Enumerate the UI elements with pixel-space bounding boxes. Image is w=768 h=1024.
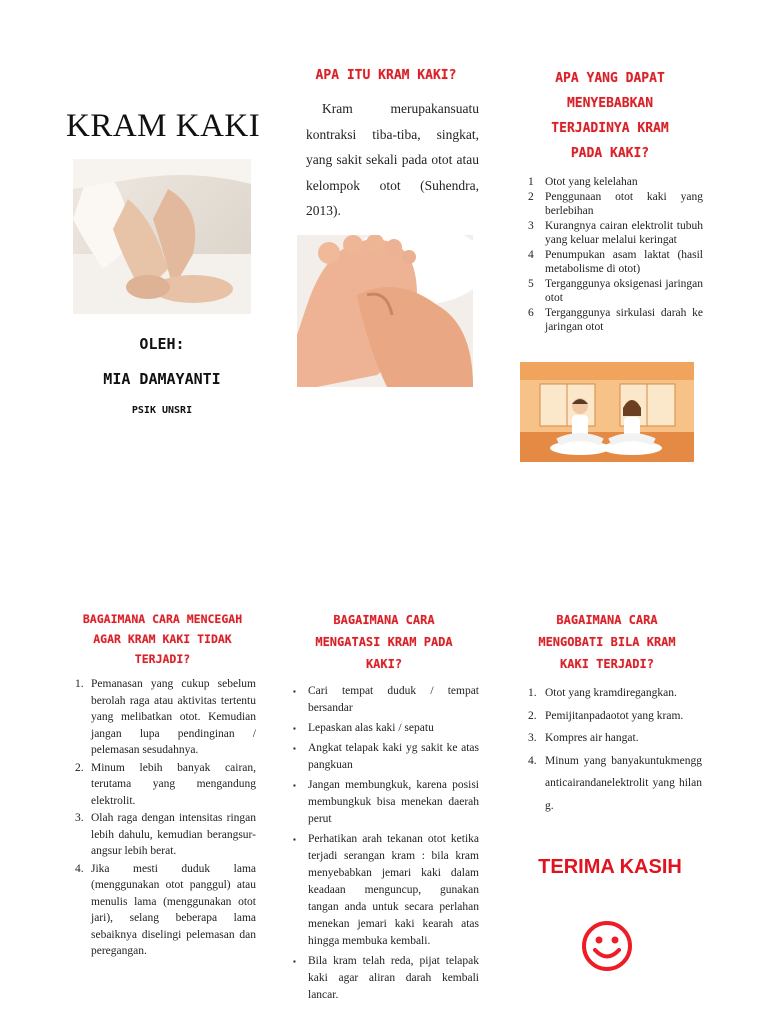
list-item: 4. Minum yang banyakuntukmengganticairandanelektrolit yang hilang.: [528, 754, 702, 812]
treat-heading: [508, 609, 706, 675]
prevent-heading-line: TERJADI?: [134, 652, 191, 666]
thank-you-text: TERIMA KASIH: [538, 856, 682, 878]
what-is-heading: APA ITU KRAM KAKI?: [315, 68, 457, 83]
list-item: 1 Otot yang kelelahan: [528, 176, 638, 188]
list-item: 3 Kurangnya cairan elektrolit tubuh yang keluar melalui keringat: [528, 219, 703, 246]
list-item: 1. Pemanasan yang cukup sebelum berolah raga atau aktivitas tertentu yang melibatkan otot. Kemudian jangan lupa pendinginan / pelemasan sesudahnya.: [75, 678, 256, 756]
author-name: MIA DAMAYANTI: [103, 370, 221, 388]
prevent-heading-line: AGAR KRAM KAKI TIDAK: [93, 632, 232, 646]
prevent-heading: [60, 609, 265, 669]
list-item: 1. Otot yang kramdiregangkan.: [528, 687, 677, 699]
treat-heading-line: BAGAIMANA CARA: [556, 613, 658, 627]
author-label: OLEH:: [139, 335, 185, 353]
prevent-heading-line: BAGAIMANA CARA MENCEGAH: [82, 612, 243, 626]
list-item: 4 Penumpukan asam laktat (hasil metabolisme di otot): [528, 248, 703, 275]
list-item: ▪ Lepaskan alas kaki / sepatu: [293, 722, 434, 734]
handle-heading-line: MENGATASI KRAM PADA: [315, 635, 453, 649]
list-item: 2. Minum lebih banyak cairan, terutama yang mengandung elektrolit.: [75, 761, 256, 807]
causes-heading: [510, 66, 710, 166]
list-item: 2 Penggunaan otot kaki yang berlebihan: [528, 190, 703, 217]
prevent-list: [75, 676, 256, 960]
causes-heading-line: MENYEBABKAN: [566, 96, 654, 111]
handle-heading: [285, 609, 483, 675]
list-item: ▪ Jangan membungkuk, karena posisi membungkuk bisa menekan daerah perut: [293, 779, 479, 825]
smiley-icon: [580, 919, 634, 973]
treat-heading-line: KAKI TERJADI?: [560, 657, 654, 671]
list-item: 2. Pemijitanpadaotot yang kram.: [528, 709, 684, 722]
list-item: ▪ Cari tempat duduk / tempat bersandar: [293, 685, 479, 714]
yoga-illustration: [520, 362, 694, 462]
what-is-body: Kram merupakansuatu kontraksi tiba-tiba, singkat, yang sakit sekali pada otot atau kelompok otot (Suhendra, 2013).: [306, 101, 479, 218]
list-item: 5 Terganggunya oksigenasi jaringan otot: [528, 277, 703, 304]
handle-list: [293, 683, 479, 1004]
cover-title: KRAM KAKI: [66, 108, 261, 144]
list-item: 3. Kompres air hangat.: [528, 732, 639, 744]
foot-massage-photo: [297, 235, 473, 387]
list-item: 6 Terganggunya sirkulasi darah ke jaringan otot: [528, 306, 703, 333]
causes-heading-line: APA YANG DAPAT: [555, 71, 665, 86]
list-item: ▪ Angkat telapak kaki yg sakit ke atas pangkuan: [293, 742, 479, 771]
causes-heading-line: TERJADINYA KRAM: [551, 121, 669, 136]
causes-list: [528, 175, 703, 335]
list-item: ▪ Bila kram telah reda, pijat telapak kaki agar aliran darah kembali lancar.: [293, 955, 479, 1001]
list-item: 3. Olah raga dengan intensitas ringan lebih dahulu, kemudian berangsur-angsur lebih berat.: [75, 812, 256, 857]
list-item: 4. Jika mesti duduk lama (menggunakan otot panggul) atau menulis lama (menggunakan otot jari), selang beberapa lama sebaiknya diselingi pelemasan dan peregangan.: [75, 862, 256, 957]
list-item: ▪ Perhatikan arah tekanan otot ketika terjadi serangan kram : bila kram menyebabkan jemari kaki dalam keadaan menguncup, gunakan tangan anda untuk secara perlahan menekan jemari kaki kearah atas hingga membuka kembali.: [293, 833, 479, 947]
handle-heading-line: KAKI?: [365, 657, 403, 671]
author-affiliation: PSIK UNSRI: [131, 405, 193, 416]
handle-heading-line: BAGAIMANA CARA: [333, 613, 435, 627]
treat-list: [528, 682, 702, 817]
cover-photo-leg-cramp: [73, 159, 251, 314]
causes-heading-line: PADA KAKI?: [570, 146, 650, 161]
treat-heading-line: MENGOBATI BILA KRAM: [538, 635, 676, 649]
